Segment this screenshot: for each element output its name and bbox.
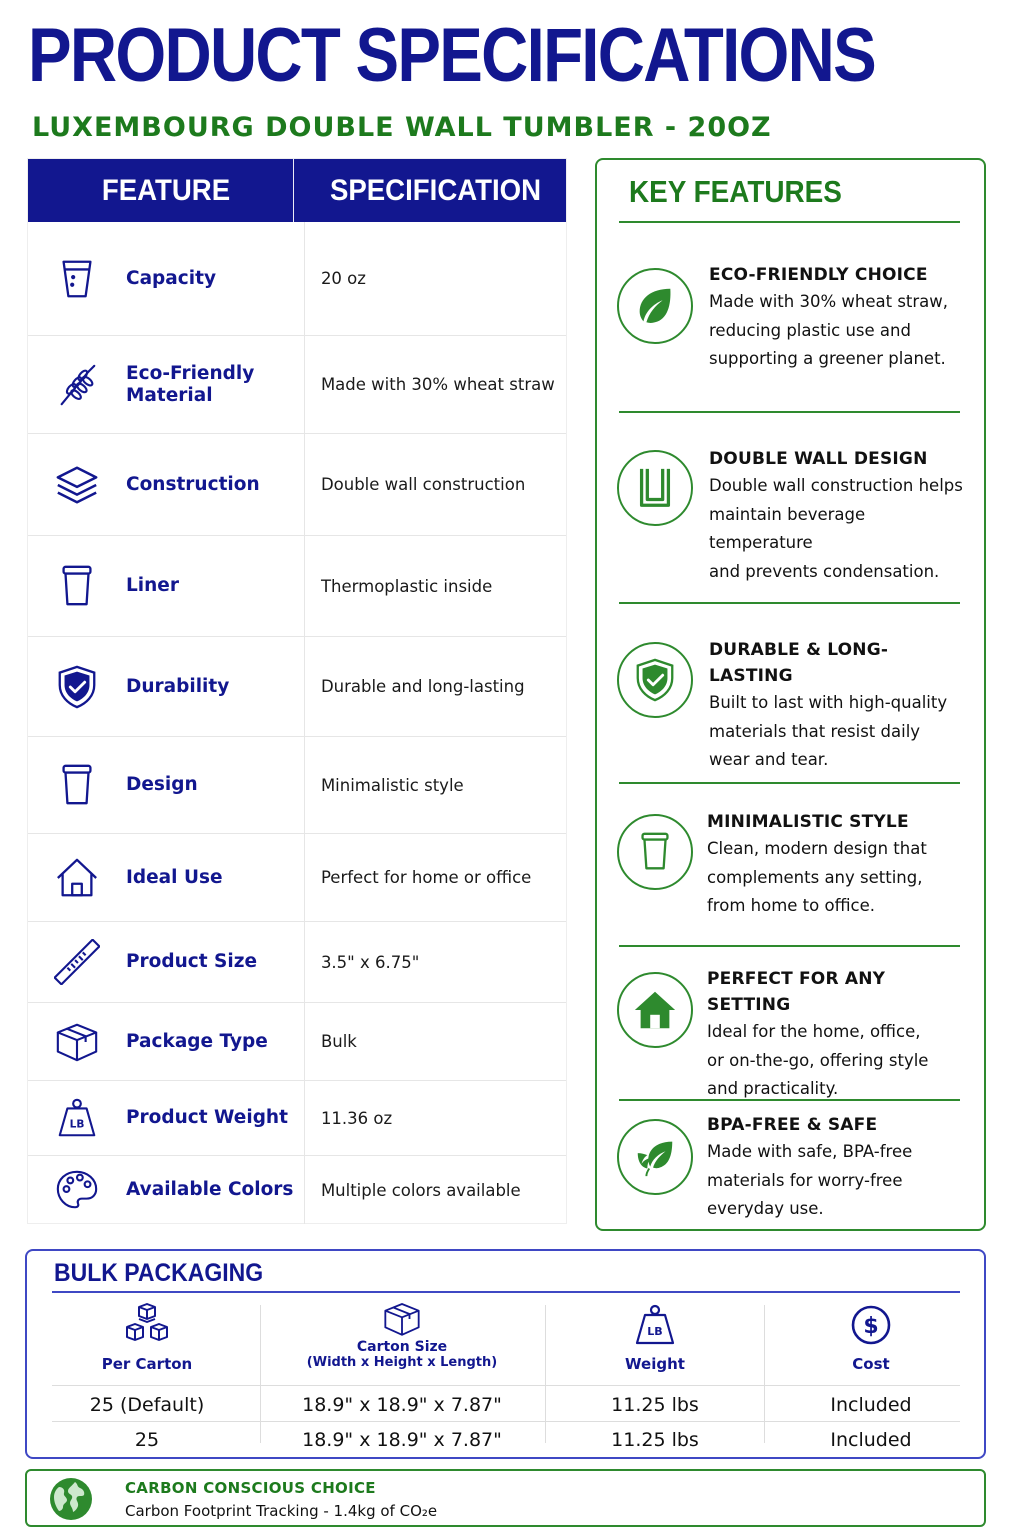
- spec-row-capacity: [28, 222, 566, 336]
- divider: [764, 1305, 765, 1443]
- divider: [260, 1305, 261, 1443]
- spec-row-construction: [28, 434, 566, 536]
- spec-row-available-colors: [28, 1156, 566, 1224]
- divider: [545, 1305, 546, 1443]
- divider: [619, 411, 960, 413]
- svg-text:$: $: [863, 1314, 879, 1339]
- product-subtitle: LUXEMBOURG DOUBLE WALL TUMBLER - 20OZ: [32, 112, 772, 143]
- shield-check-icon: [28, 664, 126, 710]
- spec-feature-label: Eco-Friendly Material: [126, 362, 255, 406]
- boxes-icon: [123, 1301, 171, 1349]
- spec-value: Made with 30% wheat straw: [320, 375, 555, 394]
- key-feature-description-line: Clean, modern design that: [707, 839, 927, 858]
- spec-row-product-weight: [28, 1081, 566, 1156]
- svg-text:LB: LB: [69, 1118, 85, 1131]
- spec-table: [27, 158, 567, 1224]
- bulk-cell: 25 (Default): [89, 1394, 205, 1416]
- bulk-packaging-title: BULK PACKAGING: [54, 1259, 264, 1287]
- bulk-column-carton-size: [297, 1299, 507, 1371]
- key-feature-description-line: Double wall construction helps: [709, 476, 963, 495]
- key-feature-description-line: supporting a greener planet.: [709, 349, 946, 368]
- spec-value: 20 oz: [320, 269, 366, 288]
- spec-table-header: [28, 159, 566, 222]
- leaf-icon: [617, 268, 693, 344]
- key-feature-title: ECO-FRIENDLY CHOICE: [709, 265, 928, 285]
- key-feature-description-line: or on-the-go, offering style: [707, 1050, 929, 1070]
- spec-feature-label: Product Size: [126, 951, 258, 972]
- spec-feature-label: Product Weight: [126, 1107, 288, 1128]
- spec-feature-label: Package Type: [126, 1030, 268, 1052]
- divider: [619, 602, 960, 604]
- box-icon: [28, 1019, 126, 1065]
- spec-row-liner: [28, 536, 566, 637]
- weight-icon: [631, 1301, 679, 1349]
- spec-value: 11.36 oz: [320, 1108, 393, 1128]
- key-feature-title: BPA-FREE & SAFE: [707, 1115, 878, 1135]
- spec-value: Multiple colors available: [320, 1180, 521, 1200]
- key-feature-description-line: Built to last with high-quality: [709, 693, 948, 712]
- key-feature-description-line: materials for worry-free: [707, 1170, 903, 1190]
- spec-row-package-type: [28, 1003, 566, 1081]
- spec-value: Minimalistic style: [320, 775, 464, 795]
- spec-value: Perfect for home or office: [320, 868, 532, 887]
- key-feature-title: DURABLE & LONG-LASTING: [709, 640, 889, 686]
- layers-icon: [28, 462, 126, 508]
- spec-feature-label: Available Colors: [126, 1179, 294, 1200]
- spec-feature-label: Durability: [126, 675, 230, 697]
- spec-value: 3.5" x 6.75": [320, 952, 420, 972]
- spec-value: Double wall construction: [320, 475, 526, 494]
- bulk-column-weight: [575, 1301, 735, 1373]
- key-feature-description-line: Made with safe, BPA-free: [707, 1142, 913, 1161]
- dollar-icon: [847, 1301, 895, 1349]
- house-icon: [28, 855, 126, 901]
- box-icon: [380, 1299, 424, 1339]
- spec-value: Thermoplastic inside: [320, 576, 493, 596]
- spec-value: Bulk: [320, 1032, 357, 1051]
- svg-text:LB: LB: [647, 1325, 663, 1338]
- key-feature-description-line: complements any setting,: [707, 867, 923, 887]
- key-feature-description-line: Ideal for the home, office,: [707, 1022, 921, 1041]
- specification-column-header: SPECIFICATION: [329, 173, 542, 207]
- key-feature-description-line: materials that resist daily: [709, 721, 921, 741]
- cup-icon: [28, 256, 126, 302]
- weight-icon: [28, 1095, 126, 1141]
- key-feature-description-line: everyday use.: [707, 1199, 824, 1218]
- key-feature-title: DOUBLE WALL DESIGN: [709, 449, 928, 469]
- spec-row-ideal-use: [28, 834, 566, 922]
- bulk-cell: 18.9" x 18.9" x 7.87": [302, 1429, 502, 1451]
- spec-value: Durable and long-lasting: [320, 677, 525, 696]
- leaves-icon: [617, 1119, 693, 1195]
- divider: [619, 221, 960, 223]
- key-features-panel: [595, 158, 986, 1231]
- bulk-cell: Included: [830, 1394, 912, 1416]
- spec-feature-label: Ideal Use: [126, 866, 223, 888]
- key-features-title: KEY FEATURES: [629, 174, 842, 209]
- bulk-cell: 11.25 lbs: [611, 1429, 699, 1451]
- carbon-footprint-text: Carbon Footprint Tracking - 1.4kg of CO₂e: [125, 1502, 438, 1520]
- bulk-column-per-carton: [67, 1301, 227, 1373]
- ruler-icon: [28, 939, 126, 985]
- double-wall-icon: [617, 450, 693, 526]
- spec-row-material: [28, 336, 566, 434]
- divider: [52, 1291, 960, 1293]
- wheat-icon: [28, 362, 126, 408]
- key-feature-title: PERFECT FOR ANY SETTING: [707, 969, 886, 1015]
- house-icon: [617, 972, 693, 1048]
- page-title: PRODUCT SPECIFICATIONS: [28, 13, 875, 98]
- spec-feature-label: Liner: [126, 575, 179, 596]
- bulk-column-cost: [791, 1301, 951, 1373]
- tumbler-icon: [28, 563, 126, 609]
- key-feature-title: MINIMALISTIC STYLE: [707, 812, 909, 832]
- palette-icon: [28, 1167, 126, 1213]
- divider: [52, 1421, 960, 1422]
- divider: [619, 1099, 960, 1101]
- bulk-column-label: Carton Size: [356, 1339, 448, 1355]
- bulk-cell: 18.9" x 18.9" x 7.87": [302, 1394, 502, 1416]
- bulk-column-label: Cost: [852, 1355, 890, 1373]
- divider: [619, 945, 960, 947]
- bulk-column-label: Per Carton: [101, 1355, 193, 1373]
- bulk-cell: Included: [830, 1429, 912, 1451]
- bulk-packaging-panel: [25, 1249, 986, 1459]
- spec-row-durability: [28, 637, 566, 737]
- bulk-column-sublabel: (Width x Height x Length): [306, 1355, 498, 1370]
- spec-row-product-size: [28, 922, 566, 1003]
- tumbler-icon: [28, 762, 126, 808]
- bulk-cell: 25: [134, 1429, 160, 1451]
- globe-icon: [47, 1475, 95, 1523]
- shield-check-icon: [617, 642, 693, 718]
- divider: [52, 1385, 960, 1386]
- carbon-panel: [25, 1469, 986, 1527]
- key-feature-description-line: and practicality.: [707, 1079, 839, 1098]
- feature-column-header: FEATURE: [39, 159, 294, 222]
- divider: [619, 782, 960, 784]
- key-feature-description-line: wear and tear.: [709, 750, 829, 769]
- carbon-title: CARBON CONSCIOUS CHOICE: [125, 1479, 376, 1497]
- spec-feature-label: Construction: [126, 473, 260, 495]
- key-feature-description-line: and prevents condensation.: [709, 561, 940, 581]
- key-feature-description-line: maintain beverage temperature: [709, 504, 866, 552]
- bulk-cell: 11.25 lbs: [611, 1394, 699, 1416]
- key-feature-description-line: from home to office.: [707, 896, 875, 915]
- cup-icon: [617, 814, 693, 890]
- spec-feature-label: Capacity: [126, 267, 216, 289]
- bulk-column-label: Weight: [625, 1355, 685, 1373]
- key-feature-description-line: Made with 30% wheat straw,: [709, 292, 949, 311]
- key-feature-description-line: reducing plastic use and: [709, 320, 911, 340]
- spec-feature-label: Design: [126, 774, 198, 795]
- spec-row-design: [28, 737, 566, 834]
